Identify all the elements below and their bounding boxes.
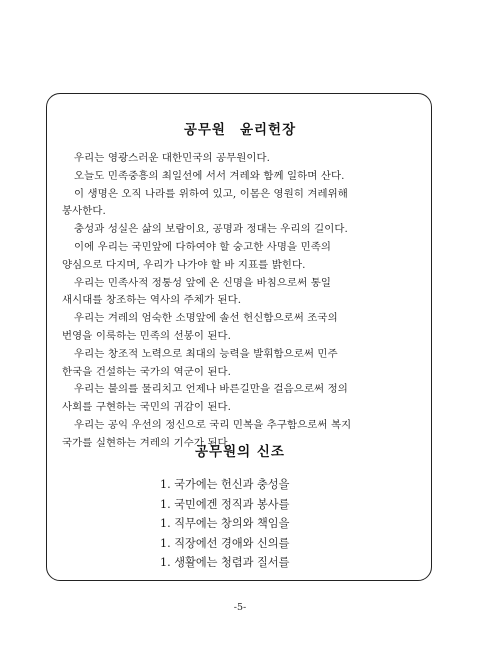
charter-line: 우리는 공익 우선의 정신으로 국리 민복을 추구함으로써 복지 bbox=[74, 418, 352, 431]
creed-item: 1. 국민에겐 정직과 봉사를 bbox=[160, 497, 290, 511]
page-number: -5- bbox=[233, 602, 247, 613]
charter-line: 봉사한다. bbox=[62, 205, 106, 218]
charter-line: 우리는 창조적 노력으로 최대의 능력을 발휘함으로써 민주 bbox=[74, 347, 338, 360]
charter-line: 사회를 구현하는 국민의 귀감이 된다. bbox=[62, 401, 232, 414]
charter-line: 새시대를 창조하는 역사의 주체가 된다. bbox=[62, 294, 242, 307]
charter-line: 한국을 건설하는 국가의 역군이 된다. bbox=[62, 365, 232, 378]
creed-item: 1. 직장에선 경애와 신의를 bbox=[160, 536, 290, 550]
charter-line: 우리는 민족사적 정통성 앞에 온 신명을 바침으로써 통일 bbox=[74, 276, 331, 289]
charter-line: 우리는 영광스러운 대한민국의 공무원이다. bbox=[74, 152, 271, 164]
charter-line: 번영을 이룩하는 민족의 선봉이 된다. bbox=[62, 329, 232, 342]
creed-list bbox=[160, 475, 380, 573]
charter-line: 충성과 성실은 삶의 보람이요, 공명과 정대는 우리의 길이다. bbox=[74, 223, 348, 236]
charter-line: 국가를 실현하는 겨레의 기수가 된다. bbox=[62, 436, 232, 449]
charter-line: 오늘도 민족중흥의 최일선에 서서 겨레와 함께 일하며 산다. bbox=[74, 169, 345, 182]
creed-item: 1. 생활에는 청렴과 질서를 bbox=[160, 556, 290, 570]
charter-line: 우리는 겨레의 엄숙한 소명앞에 솔선 헌신함으로써 조국의 bbox=[74, 312, 338, 325]
charter-body bbox=[62, 150, 422, 453]
charter-title-part1: 공무원 bbox=[183, 122, 226, 138]
creed-item: 1. 직무에는 창의와 책임을 bbox=[160, 517, 290, 531]
charter-line: 우리는 불의를 물리치고 언제나 바른길만을 걸음으로써 정의 bbox=[74, 383, 348, 396]
creed-item: 1. 국가에는 헌신과 충성을 bbox=[160, 478, 290, 491]
charter-line: 이에 우리는 국민앞에 다하여야 할 숭고한 사명을 민족의 bbox=[74, 240, 331, 253]
charter-line: 이 생명은 오직 나라를 위하여 있고, 이몸은 영원히 겨레위해 bbox=[74, 187, 348, 200]
creed-title: 공무원의 신조 bbox=[195, 444, 285, 460]
charter-title-part2: 윤리헌장 bbox=[239, 122, 297, 138]
charter-title bbox=[0, 118, 480, 138]
charter-line: 양심으로 다지며, 우리가 나가야 할 바 지표를 밝힌다. bbox=[62, 258, 306, 271]
